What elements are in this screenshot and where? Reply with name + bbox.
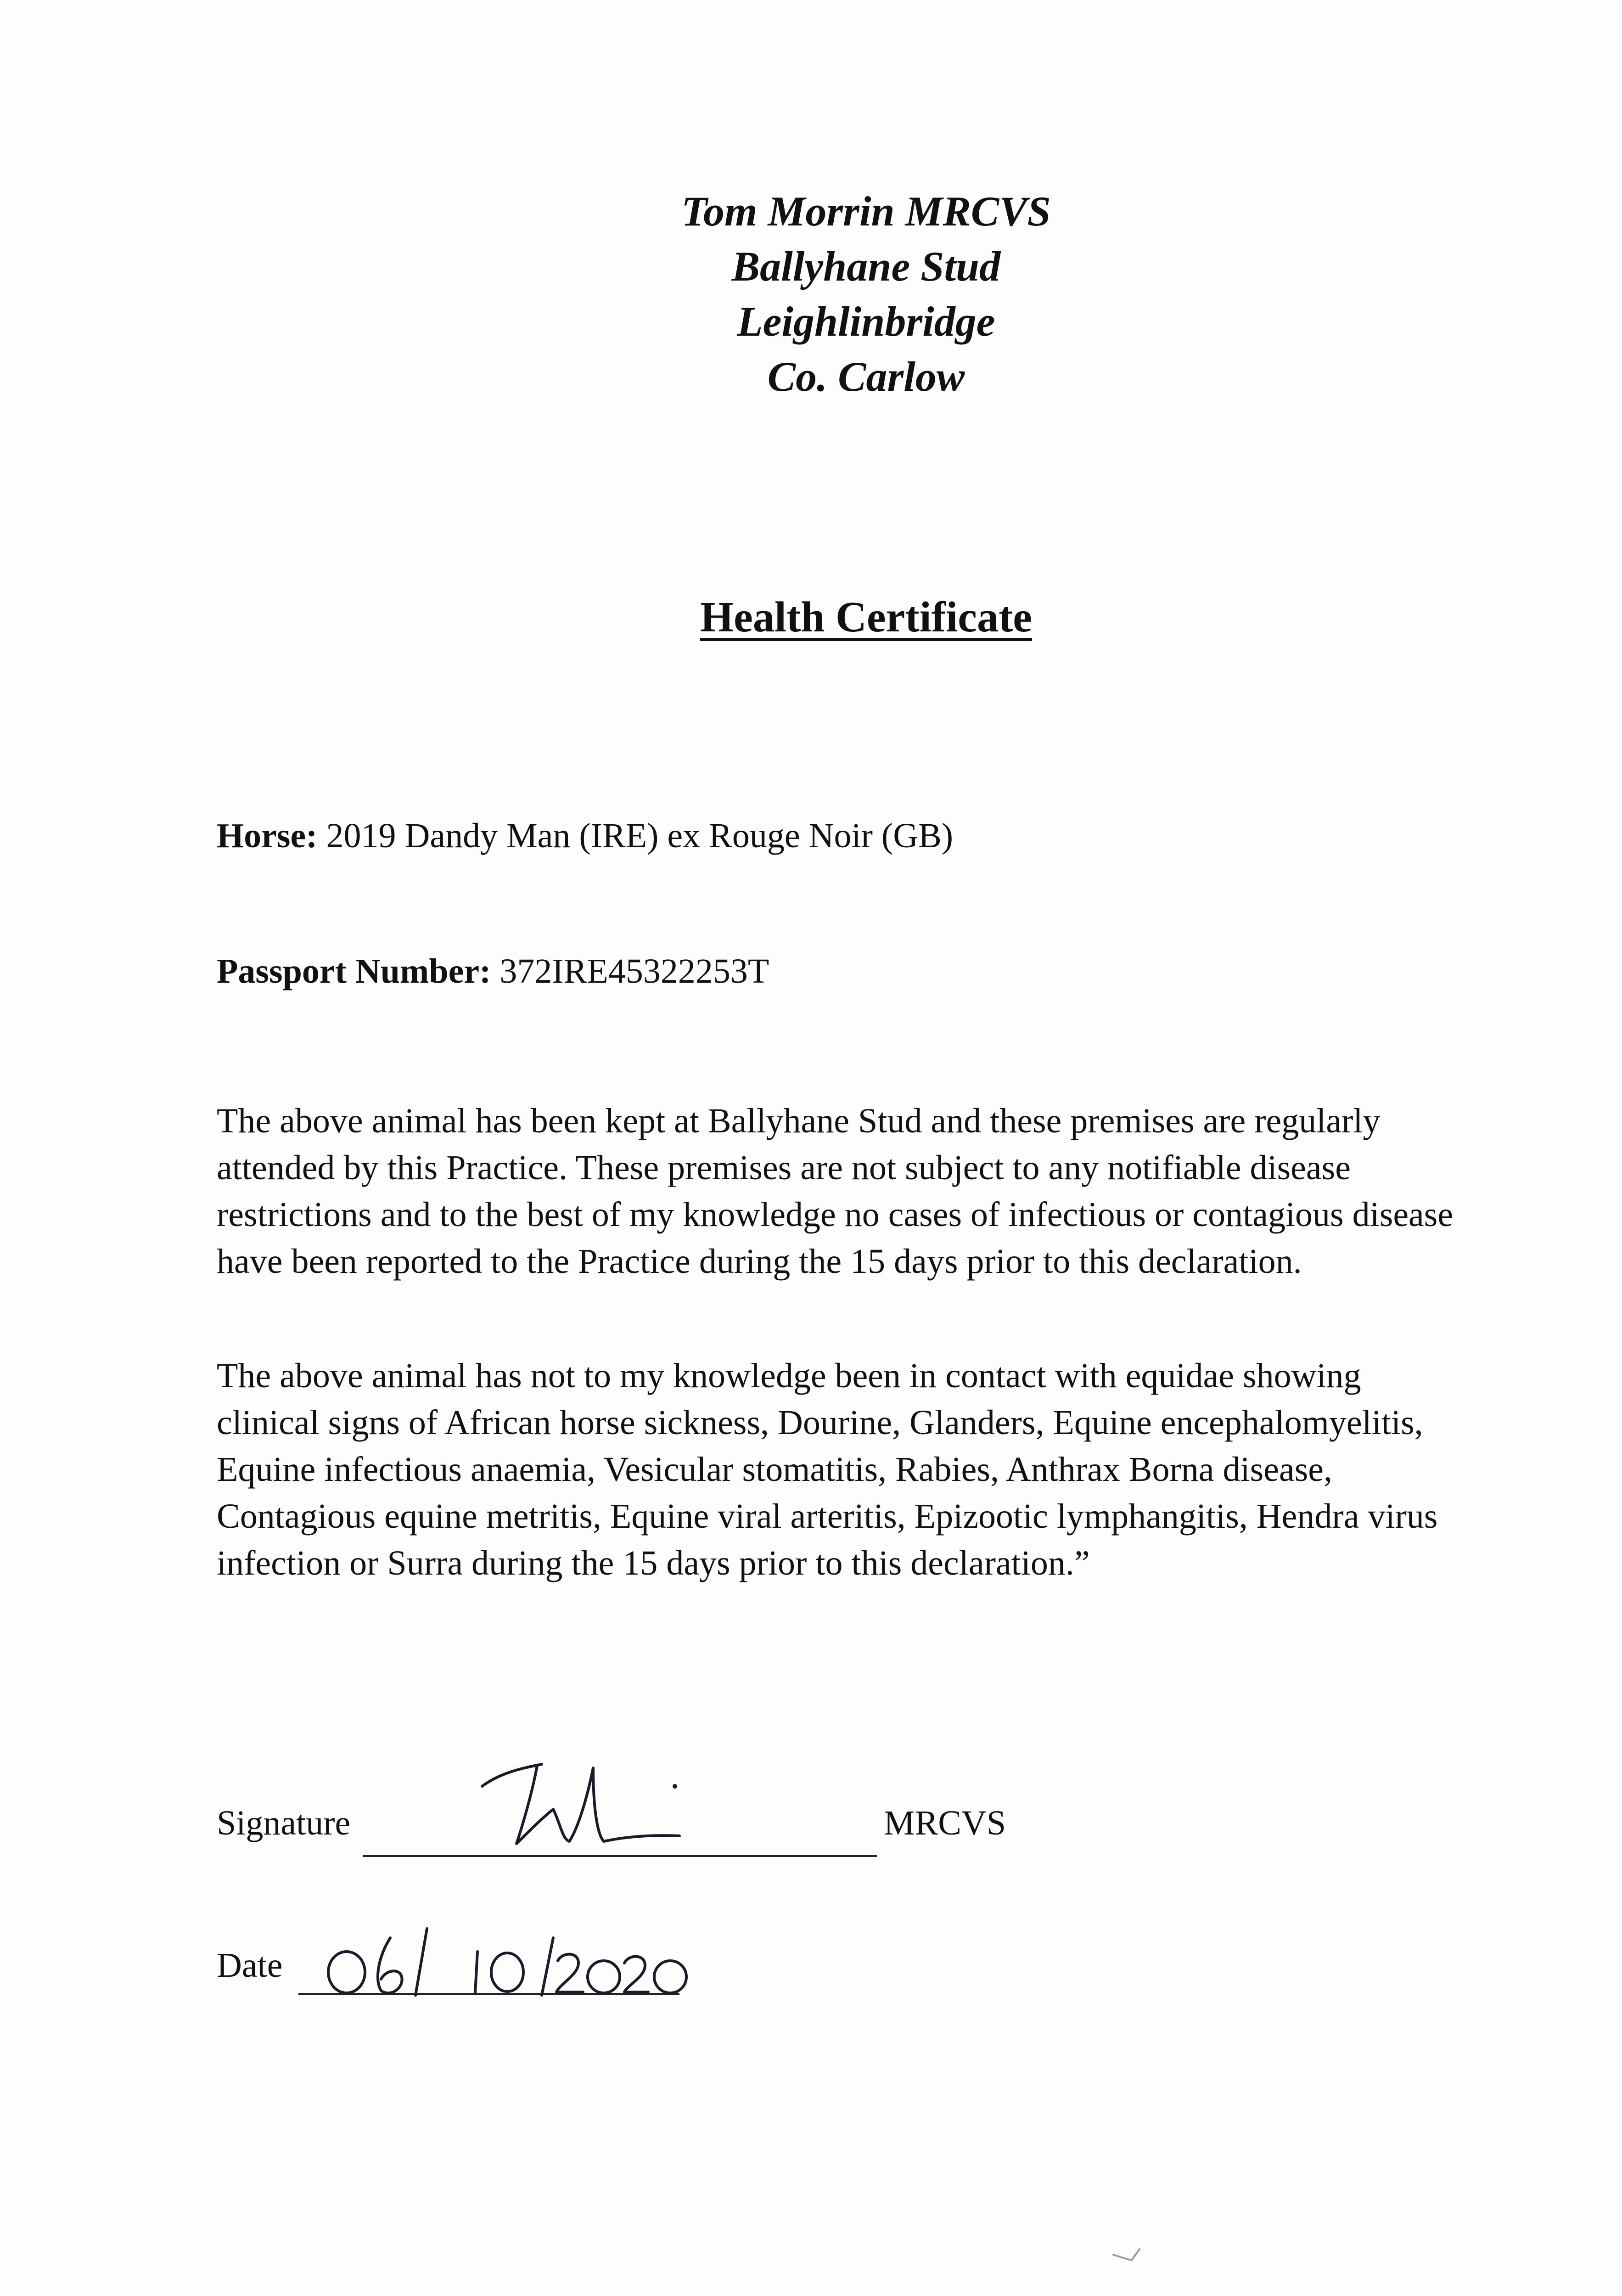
document-title-wrap bbox=[0, 592, 1622, 642]
passport-value: 372IRE45322253T bbox=[500, 952, 769, 990]
horse-field bbox=[217, 813, 953, 859]
horse-label: Horse: bbox=[217, 816, 318, 855]
handwritten-signature bbox=[473, 1754, 712, 1855]
date-label: Date bbox=[217, 1946, 283, 1985]
signature-line bbox=[363, 1855, 877, 1857]
horse-value: 2019 Dandy Man (IRE) ex Rouge Noir (GB) bbox=[326, 816, 954, 855]
declaration-paragraph-1: The above animal has been kept at Ballyhane Stud and these premises are regularly attended by this Practice. These premises are not subject to any notifiable disease restrictions and to the best of my knowledge no cases of infectious or contagious disease have been reported to the Practice during the 15 days prior to this declaration. bbox=[217, 1102, 1454, 1281]
handwritten-date bbox=[321, 1919, 698, 2002]
letterhead bbox=[0, 184, 1622, 404]
document-title: Health Certificate bbox=[700, 593, 1032, 641]
signature-label: Signature bbox=[217, 1804, 351, 1842]
declaration-paragraph-2: The above animal has not to my knowledge been in contact with equidae showing clinical signs of African horse sickness, Dourine, Glanders, Equine encephalomyelitis, Equine infectious anaemia, Vesicular stomatitis, Rabies, Anthrax Borna disease, Contagious equine metritis, Equine viral arteritis, Epizootic lymphangitis, Hendra virus infection or Surra during the 15 days prior to this declaration.” bbox=[217, 1356, 1438, 1582]
signature-suffix: MRCVS bbox=[884, 1804, 1006, 1842]
vet-name: Tom Morrin MRCVS bbox=[681, 188, 1051, 235]
passport-field bbox=[217, 948, 769, 994]
passport-label: Passport Number: bbox=[217, 952, 491, 990]
town: Leighlinbridge bbox=[737, 298, 995, 345]
county: Co. Carlow bbox=[767, 353, 965, 400]
pen-mark bbox=[1111, 2245, 1143, 2264]
stud-name: Ballyhane Stud bbox=[731, 243, 1001, 290]
